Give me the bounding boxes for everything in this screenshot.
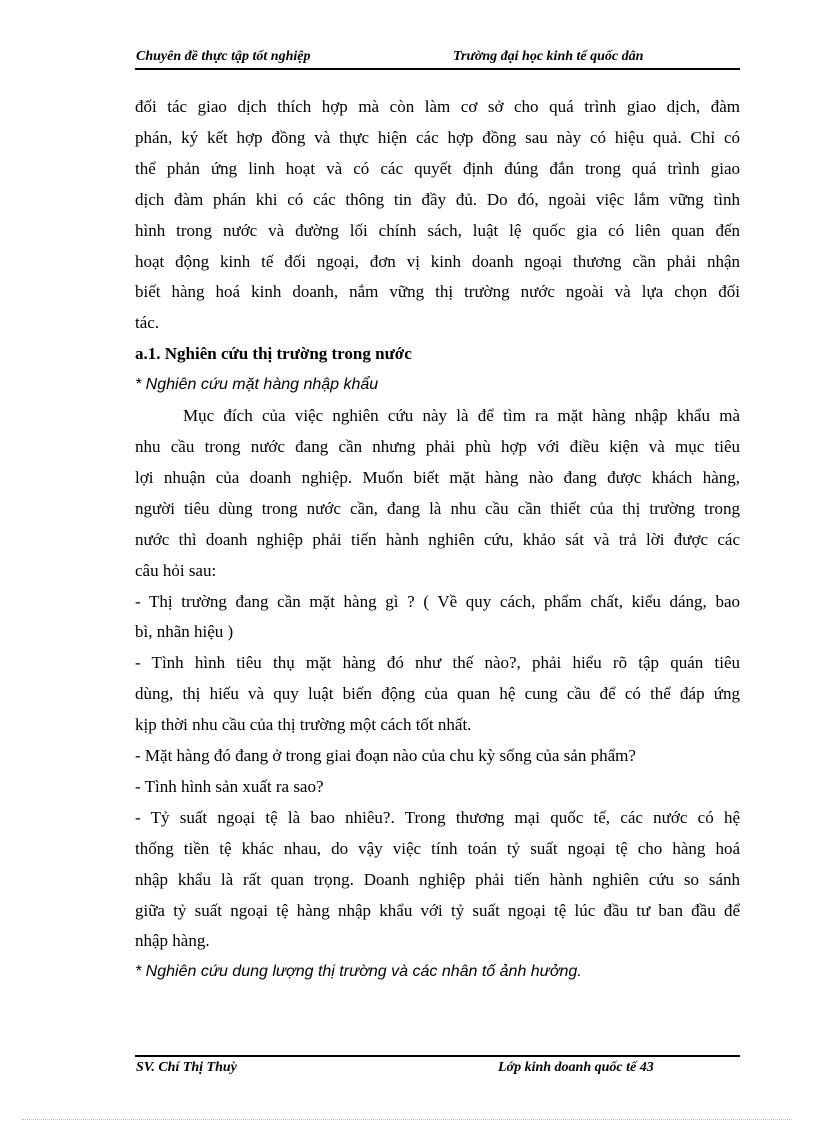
intro-paragraph [135,92,740,339]
header-thesis-title: Chuyên đề thực tập tốt nghiệp [136,49,311,64]
text-line: biết hàng hoá kinh doanh, nắm vững thị trường nước ngoài và lựa chọn đối [135,282,740,302]
text-line: nhập khẩu là rất quan trọng. Doanh nghiệp phải tiến hành nghiên cứu so sánh [135,869,740,889]
text-line: người tiêu dùng trong nước cần, đang là nhu cầu cần thiết của thị trường trong [135,498,740,518]
text-line: nhập hàng. [135,931,210,951]
page-header [135,46,740,70]
header-university: Trường đại học kinh tế quốc dân [453,49,644,64]
page-bottom-edge [22,1119,792,1120]
text-line: Mục đích của việc nghiên cứu này là để tìm ra mặt hàng nhập khẩu mà [183,406,740,426]
text-line: nước thì doanh nghiệp phải tiến hành nghiên cứu, khảo sát và trả lời được các [135,529,740,549]
text-line: - Tỷ suất ngoại tệ là bao nhiêu?. Trong thương mại quốc tế, các nước có hệ [135,807,740,827]
text-line: kịp thời nhu cầu của thị trường một cách tốt nhất. [135,715,472,735]
footer-student-name: SV. Chí Thị Thuỳ [136,1060,237,1075]
document-body [135,92,740,988]
text-line: - Thị trường đang cần mặt hàng gì ? ( Về quy cách, phẩm chất, kiểu dáng, bao [135,591,740,611]
text-line: dịch đàm phán khi có các thông tin đầy đủ. Do đó, ngoài việc lắm vững tình [135,189,740,209]
bullet-production: - Tình hình sản xuất ra sao? [135,776,324,796]
text-line: câu hỏi sau: [135,560,217,580]
text-line: bì, nhãn hiệu ) [135,622,234,642]
text-line: nhu cầu trong nước đang cần nhưng phải phù hợp với điều kiện và mục tiêu [135,436,740,456]
subheading-market-capacity: * Nghiên cứu dung lượng thị trường và các nhân tố ảnh hưởng. [135,963,582,981]
subheading-import-goods: * Nghiên cứu mặt hàng nhập khẩu [135,376,379,394]
bullet-life-cycle: - Mặt hàng đó đang ở trong giai đoạn nào của chu kỳ sống của sản phẩm? [135,746,636,766]
footer-rule [135,1055,740,1057]
text-line: hoạt động kinh tế đối ngoại, đơn vị kinh doanh ngoại thương cần phải nhận [135,251,740,271]
text-line: tác. [135,313,160,333]
text-line: hình trong nước và đường lối chính sách, luật lệ quốc gia có liên quan đến [135,220,740,240]
purpose-paragraph [135,401,740,586]
text-line: thể phản ứng linh hoạt và có các quyết định đúng đắn trong quá trình giao [135,158,740,178]
text-line: thống tiền tệ khác nhau, do vậy việc tính toán tỷ suất ngoại tệ cho hàng hoá [135,838,740,858]
text-line: phán, ký kết hợp đồng và thực hiện các hợp đồng sau này có hiệu quả. Chỉ có [135,127,740,147]
text-line: - Tình hình tiêu thụ mặt hàng đó như thế nào?, phải hiểu rõ tập quán tiêu [135,653,740,673]
text-line: giữa tỷ suất ngoại tệ hàng nhập khẩu với tỷ suất ngoại tệ lúc đầu tư ban đầu để [135,900,740,920]
section-heading: a.1. Nghiên cứu thị trường trong nước [135,344,412,364]
bullet-consumption [135,648,740,741]
text-line: đối tác giao dịch thích hợp mà còn làm cơ sở cho quá trình giao dịch, đàm [135,97,740,116]
footer-class-name: Lớp kinh doanh quốc tế 43 [498,1060,654,1075]
text-line: lợi nhuận của doanh nghiệp. Muốn biết mặt hàng nào đang được khách hàng, [135,467,740,487]
bullet-market-needs [135,587,740,649]
text-line: dùng, thị hiếu và quy luật biến động của quan hệ cung cầu để có thể đáp ứng [135,684,740,704]
bullet-exchange-rate [135,803,740,958]
